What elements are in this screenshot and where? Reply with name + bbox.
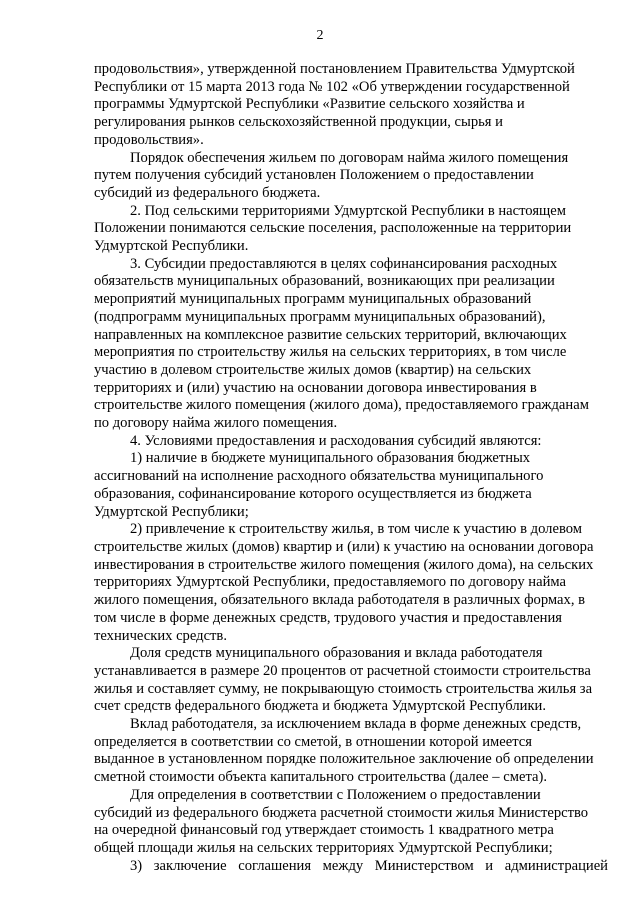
text-line: (подпрограмм муниципальных программ муниципальных образований), <box>94 308 546 325</box>
text-line: 3. Субсидии предоставляются в целях софинансирования расходных <box>130 255 558 272</box>
text-line: обязательств муниципальных образований, возникающих при реализации <box>94 273 555 290</box>
text-line: путем получения субсидий установлен Положением о предоставлении <box>94 167 534 184</box>
text-line: 1) наличие в бюджете муниципального образования бюджетных <box>130 450 531 467</box>
paragraph-4 <box>94 256 608 433</box>
text-line: устанавливается в размере 20 процентов от расчетной стоимости строительства <box>94 662 591 679</box>
text-line: Положении понимаются сельские поселения, расположенные на территории <box>94 220 572 237</box>
text-line: строительстве жилых (домов) квартир и (или) к участию на основании договора <box>94 538 594 555</box>
text-line: Удмуртской Республики. <box>94 238 249 255</box>
text-line: Для определения в соответствии с Положением о предоставлении <box>130 786 541 803</box>
text-line: участию в долевом строительстве жилых домов (квартир) на сельских <box>94 361 532 378</box>
text-line: субсидий из федерального бюджета расчетной стоимости жилья Министерство <box>94 804 589 821</box>
text-line: строительстве жилого помещения (жилого дома), предоставляемого гражданам <box>94 397 589 414</box>
text-line: субсидий из федерального бюджета. <box>94 184 321 201</box>
text-line: 2. Под сельскими территориями Удмуртской Республики в настоящем <box>130 202 566 219</box>
text-line: Вклад работодателя, за исключением вклада в форме денежных средств, <box>130 716 582 733</box>
page-number: 2 <box>316 28 324 43</box>
paragraph-9 <box>94 716 608 787</box>
text-line: регулирования рынков сельскохозяйственной продукции, сырья и <box>94 114 503 131</box>
text-line: сметной стоимости объекта капитального строительства (далее – смета). <box>94 769 547 786</box>
text-line: программы Удмуртской Республики «Развитие сельского хозяйства и <box>94 96 525 113</box>
text-line: технических средств. <box>94 627 227 644</box>
text-line: Доля средств муниципального образования и вклада работодателя <box>130 645 543 662</box>
paragraph-11 <box>94 858 608 876</box>
text-line: Удмуртской Республики; <box>94 503 249 520</box>
text-line: мероприятия по строительству жилья на сельских территориях, в том числе <box>94 344 567 361</box>
paragraph-1 <box>94 61 608 150</box>
text-line: инвестирования в строительстве жилого помещения (жилого дома), на сельских <box>94 556 594 573</box>
text-line: Республики от 15 марта 2013 года № 102 «Об утверждении государственной <box>94 78 570 95</box>
text-line: мероприятий муниципальных программ муниципальных образований <box>94 291 532 308</box>
text-line: ассигнований на исполнение расходного обязательства муниципального <box>94 468 544 485</box>
text-line: 2) привлечение к строительству жилья, в том числе к участию в долевом <box>130 521 582 538</box>
text-line: образования, софинансирование которого осуществляется из бюджета <box>94 485 532 502</box>
paragraph-3 <box>94 203 608 256</box>
text-line: 4. Условиями предоставления и расходования субсидий являются: <box>130 432 542 449</box>
text-line: на очередной финансовый год утверждает стоимость 1 квадратного метра <box>94 822 554 839</box>
text-line: жилого помещения, обязательного вклада работодателя в различных формах, в <box>94 592 586 609</box>
text-line: счет средств федерального бюджета и бюджета Удмуртской Республики. <box>94 698 546 715</box>
text-line: территориях и (или) участию на основании договора инвестирования в <box>94 379 537 396</box>
paragraph-10 <box>94 787 608 858</box>
paragraph-8 <box>94 645 608 716</box>
text-line: общей площади жилья на сельских территориях Удмуртской Республики; <box>94 839 553 856</box>
paragraph-5 <box>94 433 608 451</box>
text-line: по договору найма жилого помещения. <box>94 415 338 432</box>
paragraph-6 <box>94 450 608 521</box>
text-line: определяется в соответствии со сметой, в отношении которой имеется <box>94 733 532 750</box>
text-line: выданное в установленном порядке положительное заключение об определении <box>94 751 594 768</box>
paragraph-7 <box>94 521 608 645</box>
text-line: жилья и составляет сумму, не покрывающую стоимость строительства жилья за <box>94 680 593 697</box>
document-body <box>94 61 608 875</box>
paragraph-2 <box>94 150 608 203</box>
text-line: 3) заключение соглашения между Министерством и администрацией <box>130 857 608 874</box>
text-line: Порядок обеспечения жильем по договорам найма жилого помещения <box>130 149 569 166</box>
text-line: продовольствия». <box>94 131 204 148</box>
text-line: направленных на комплексное развитие сельских территорий, включающих <box>94 326 567 343</box>
text-line: продовольствия», утвержденной постановлением Правительства Удмуртской <box>94 61 575 77</box>
text-line: территориях Удмуртской Республики, предоставляемого по договору найма <box>94 574 567 591</box>
text-line: том числе в форме денежных средств, трудового участия и предоставления <box>94 609 563 626</box>
